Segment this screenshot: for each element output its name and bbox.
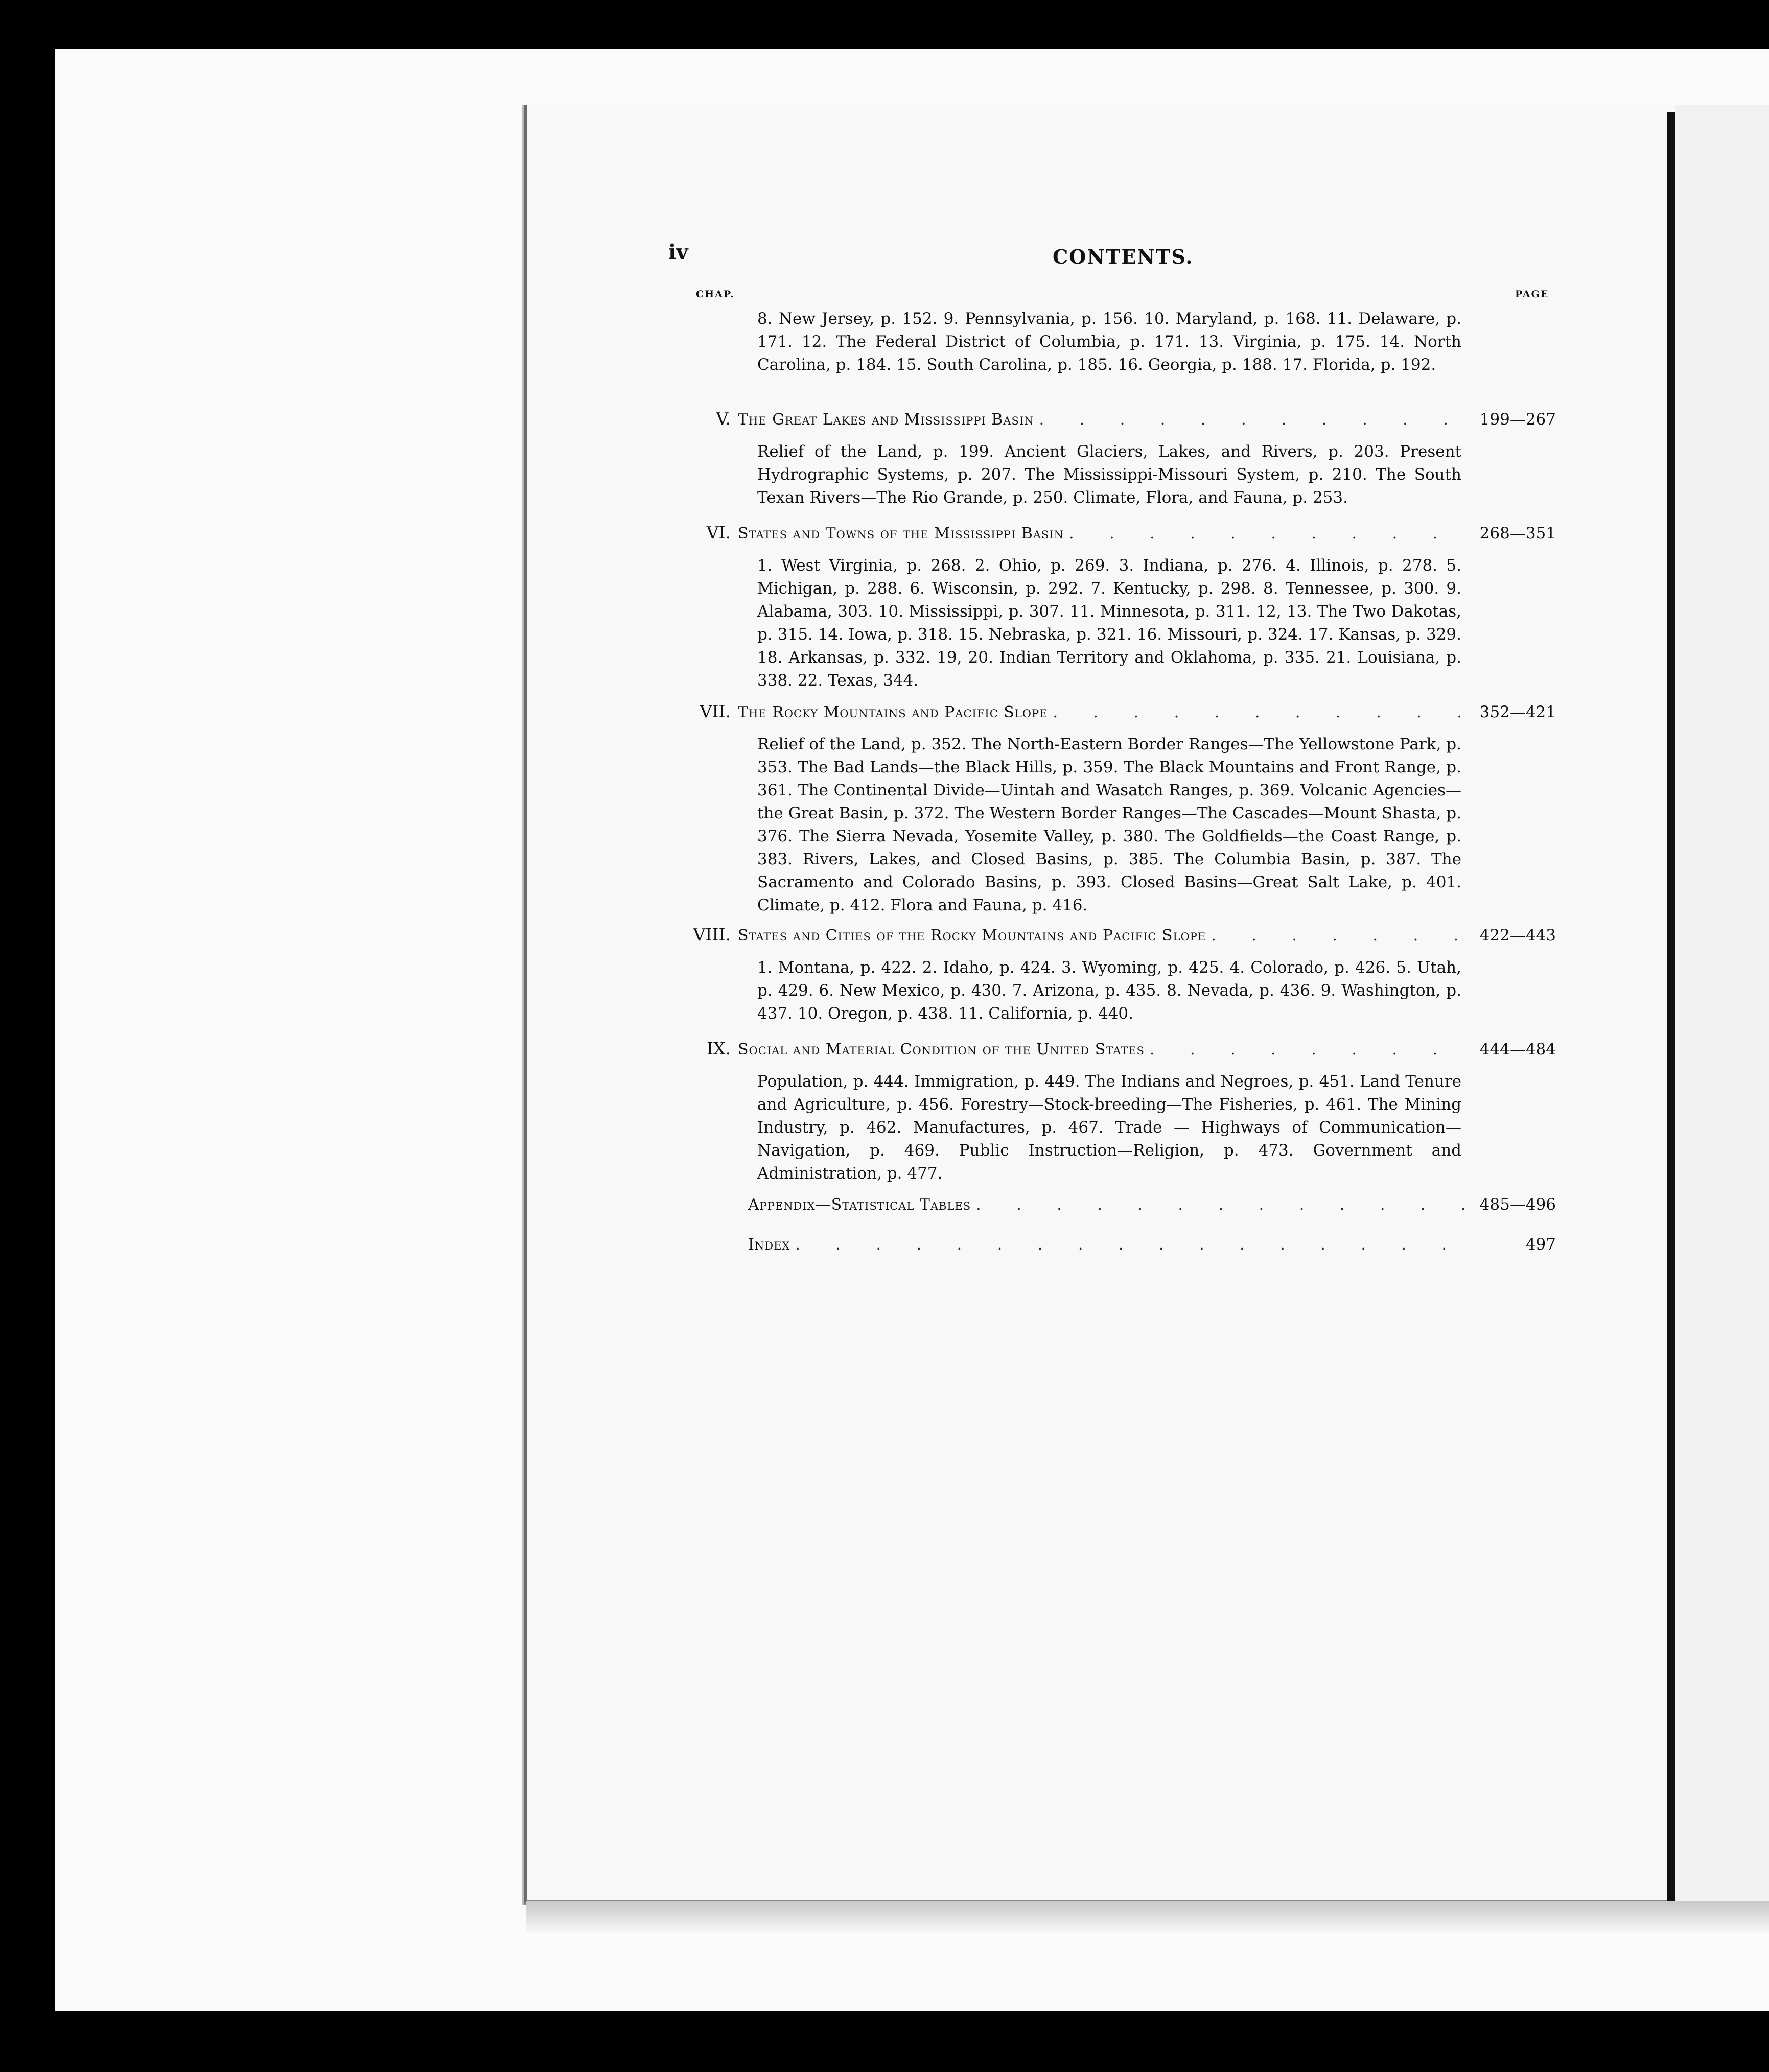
chapter-number: IX.	[706, 1039, 731, 1058]
continuation-entries: 8. New Jersey, p. 152. 9. Pennsylvania, p. 156. 10. Maryland, p. 168. 11. Delaware, p. 171. 12. The Federal District of Columbia, p. 171. 13. Virginia, p. 175. 14. North Carolina, p. 184. 15. South Carolina, p. 185. 16. Georgia, p. 188. 17. Florida, p. 192.	[757, 310, 1461, 374]
chapter-number: V.	[716, 409, 731, 429]
dot-leader	[1069, 525, 1469, 543]
page-column-label: PAGE	[1515, 289, 1549, 300]
chapter-title: Social and Material Condition of the United States	[738, 1041, 1145, 1058]
dot-leader	[1053, 703, 1469, 721]
dot-leader	[1039, 411, 1469, 429]
page-number: iv	[668, 240, 688, 264]
appendix-pages: 485—496	[1479, 1195, 1556, 1214]
chapter-pages: 268—351	[1479, 524, 1556, 543]
chapter-pages: 444—484	[1479, 1040, 1556, 1058]
chapter-viii-summary: 1. Montana, p. 422. 2. Idaho, p. 424. 3. Wyoming, p. 425. 4. Colorado, p. 426. 5. Utah, p. 429. 6. New Mexico, p. 430. 7. Arizona, p. 435. 8. Nevada, p. 436. 9. Washington, p. 437. 10. Oregon, p. 438. 11. California, p. 440.	[757, 958, 1461, 1023]
chapter-pages: 422—443	[1479, 926, 1556, 945]
dot-leader	[795, 1236, 1469, 1254]
page-gutter-shadow	[1667, 112, 1675, 1911]
toc-entry-chapter-viii[interactable]	[664, 925, 1556, 949]
chapter-title: States and Towns of the Mississippi Basin	[738, 525, 1064, 543]
page-bottom-shadow	[526, 1901, 1769, 1932]
toc-entry-index[interactable]	[748, 1235, 1556, 1260]
chapter-vi-summary: 1. West Virginia, p. 268. 2. Ohio, p. 269. 3. Indiana, p. 276. 4. Illinois, p. 278. 5. Michigan, p. 288. 6. Wisconsin, p. 292. 7. Kentucky, p. 298. 8. Tennessee, p. 300. 9. Alabama, 303. 10. Mississippi, p. 307. 11. Minnesota, p. 311. 12, 13. The Two Dakotas, p. 315. 14. Iowa, p. 318. 15. Nebraska, p. 321. 16. Missouri, p. 324. 17. Kansas, p. 329. 18. Arkansas, p. 332. 19, 20. Indian Territory and Oklahoma, p. 335. 21. Louisiana, p. 338. 22. Texas, 344.	[757, 556, 1461, 690]
chapter-number: VII.	[700, 701, 731, 721]
chapter-vii-summary: Relief of the Land, p. 352. The North-Eastern Border Ranges—The Yellowstone Park, p. 353. The Bad Lands—the Black Hills, p. 359. The Black Mountains and Front Range, p. 361. The Continental Divide—Uintah and Wasatch Ranges, p. 369. Volcanic Agencies—the Great Basin, p. 372. The Western Border Ranges—The Cascades—Mount Shasta, p. 376. The Sierra Nevada, Yosemite Valley, p. 380. The Goldfields—the Coast Range, p. 383. Rivers, Lakes, and Closed Basins, p. 385. The Columbia Basin, p. 387. The Sacramento and Colorado Basins, p. 393. Closed Basins—Great Salt Lake, p. 401. Climate, p. 412. Flora and Fauna, p. 416.	[757, 735, 1461, 914]
dot-leader	[1211, 927, 1469, 945]
chap-column-label: CHAP.	[696, 289, 735, 300]
chapter-number: VIII.	[693, 925, 731, 945]
page-title: CONTENTS.	[1053, 245, 1194, 268]
toc-entry-chapter-v[interactable]	[664, 409, 1556, 433]
chapter-number: VI.	[706, 523, 731, 543]
index-pages: 497	[1525, 1235, 1556, 1254]
appendix-title: Appendix—Statistical Tables	[748, 1196, 971, 1214]
chapter-ix-summary: Population, p. 444. Immigration, p. 449. The Indians and Negroes, p. 451. Land Tenure and Agriculture, p. 456. Forestry—Stock-breeding—The Fisheries, p. 461. The Mining Industry, p. 462. Manufactures, p. 467. Trade — Highways of Communication—Navigation, p. 469. Public Instruction—Religion, p. 473. Government and Administration, p. 477.	[757, 1072, 1461, 1183]
index-title: Index	[748, 1236, 790, 1254]
dot-leader	[976, 1196, 1469, 1214]
chapter-title: States and Cities of the Rocky Mountains and Pacific Slope	[738, 927, 1206, 945]
chapter-pages: 199—267	[1479, 410, 1556, 429]
toc-entry-chapter-vi[interactable]	[664, 523, 1556, 547]
chapter-pages: 352—421	[1479, 703, 1556, 721]
dot-leader	[1150, 1041, 1469, 1058]
toc-entry-chapter-ix[interactable]	[664, 1039, 1556, 1063]
toc-entry-appendix[interactable]	[748, 1195, 1556, 1220]
chapter-title: The Great Lakes and Mississippi Basin	[738, 411, 1034, 429]
facing-page-edge	[1675, 105, 1769, 1912]
chapter-title: The Rocky Mountains and Pacific Slope	[738, 703, 1048, 721]
toc-entry-chapter-vii[interactable]	[664, 701, 1556, 726]
chapter-v-summary: Relief of the Land, p. 199. Ancient Glaciers, Lakes, and Rivers, p. 203. Present Hydrographic Systems, p. 207. The Mississippi-Missouri System, p. 210. The South Texan Rivers—The Rio Grande, p. 250. Climate, Flora, and Fauna, p. 253.	[757, 442, 1461, 507]
